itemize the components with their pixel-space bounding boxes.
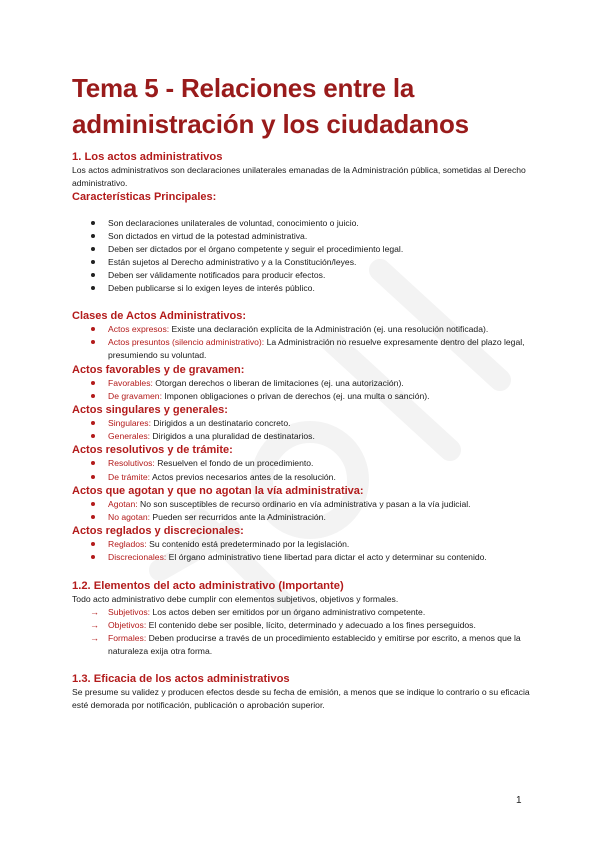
reglados-heading: Actos reglados y discrecionales:: [72, 525, 244, 538]
term-label: Favorables:: [108, 377, 153, 388]
list-item: Son declaraciones unilaterales de voluntad, conocimiento o juicio.: [72, 217, 534, 230]
reglados-list: [72, 538, 534, 564]
singulares-heading: Actos singulares y generales:: [72, 404, 228, 417]
list-item: Son dictados en virtud de la potestad administrativa.: [72, 230, 534, 243]
term-description: Resuelven el fondo de un procedimiento.: [154, 458, 314, 469]
section-1-3-text: Se presume su validez y producen efectos desde su fecha de emisión, a menos que se indique lo contrario o su eficacia esté demorada por notificación, publicación o aprobación superior.: [72, 687, 530, 711]
resolutivos-heading: Actos resolutivos y de trámite:: [72, 444, 233, 457]
list-item: [72, 430, 534, 443]
section-1-intro: Los actos administrativos son declaraciones unilaterales emanadas de la Administración pública, sometidas al Derecho administrativo.: [72, 165, 526, 188]
term-description: Su contenido está predeterminado por la legislación.: [146, 539, 350, 550]
arrow-icon: →: [90, 619, 99, 630]
list-item: [72, 511, 534, 524]
term-description: Los actos deben ser emitidos por un órgano administrativo competente.: [150, 606, 426, 617]
term-label: Reglados:: [108, 539, 147, 550]
term-label: No agotan:: [108, 512, 151, 523]
section-1-2-heading: 1.2. Elementos del acto administrativo (Importante): [72, 579, 344, 592]
favorables-heading: Actos favorables y de gravamen:: [72, 363, 245, 376]
term-description: El órgano administrativo tiene libertad para dictar el acto y determinar su contenido.: [166, 552, 487, 563]
term-label: Formales:: [108, 633, 147, 644]
term-description: Actos previos necesarios antes de la resolución.: [150, 471, 336, 482]
singulares-list: [72, 417, 534, 443]
term-description: Otorgan derechos o liberan de limitaciones (ej. una autorización).: [152, 377, 404, 388]
resolutivos-list: [72, 457, 534, 483]
list-item: [72, 336, 534, 362]
list-item: [72, 606, 534, 619]
list-item: [72, 498, 534, 511]
document-title: Tema 5 - Relaciones entre la administración y los ciudadanos: [72, 73, 469, 139]
caracteristicas-list: [72, 217, 534, 295]
term-description: Pueden ser recurridos ante la Administración.: [150, 512, 326, 523]
list-item: Están sujetos al Derecho administrativo y a la Constitución/leyes.: [72, 256, 534, 269]
document-content: [72, 70, 534, 712]
term-description: Dirigidos a un destinatario concreto.: [151, 418, 291, 429]
term-description: Dirigidos a una pluralidad de destinatarios.: [150, 431, 315, 442]
term-description: Deben producirse a través de un procedimiento establecido y emitirse por escrito, a menos que la naturaleza exija otra forma.: [108, 633, 521, 657]
term-label: De gravamen:: [108, 390, 162, 401]
arrow-icon: →: [90, 633, 99, 644]
list-item: Deben ser válidamente notificados para producir efectos.: [72, 269, 534, 282]
caracteristicas-heading: Características Principales:: [72, 191, 217, 203]
list-item: [72, 390, 534, 403]
term-label: Actos expresos:: [108, 324, 170, 334]
list-item: [72, 377, 534, 390]
term-label: Agotan:: [108, 498, 138, 509]
list-item: [72, 471, 534, 484]
list-item: Deben ser dictados por el órgano competente y seguir el procedimiento legal.: [72, 243, 534, 256]
clases-heading: Clases de Actos Administrativos:: [72, 310, 247, 322]
list-item: [72, 551, 534, 564]
list-item: [72, 457, 534, 470]
arrow-icon: →: [90, 606, 99, 617]
favorables-list: [72, 377, 534, 403]
term-label: Subjetivos:: [108, 606, 151, 617]
section-1-heading: 1. Los actos administrativos: [72, 151, 223, 163]
term-label: Generales:: [108, 431, 151, 442]
term-label: Singulares:: [108, 418, 151, 429]
term-description: No son susceptibles de recurso ordinario en vía administrativa y pasan a la vía judicial.: [137, 498, 471, 509]
clases-list: [72, 323, 534, 363]
list-item: [72, 619, 534, 632]
list-item: Deben publicarse si lo exigen leyes de interés público.: [72, 282, 534, 295]
term-description: Imponen obligaciones o privan de derechos (ej. una multa o sanción).: [161, 390, 430, 401]
term-description: La Administración no resuelve expresamente dentro del plazo legal, presumiendo su voluntad.: [108, 337, 525, 361]
term-label: Actos presuntos (silencio administrativo):: [108, 337, 265, 348]
term-label: De trámite:: [108, 471, 151, 482]
list-item: [72, 417, 534, 430]
term-description: Existe una declaración explícita de la Administración (ej. una resolución notificada).: [169, 324, 489, 334]
list-item: [72, 538, 534, 551]
term-label: Resolutivos:: [108, 458, 155, 469]
list-item: [72, 632, 534, 658]
term-label: Objetivos:: [108, 619, 147, 630]
list-item: [72, 323, 534, 336]
term-label: Discrecionales:: [108, 552, 167, 563]
elementos-list: [72, 606, 534, 659]
page-number: 1: [516, 795, 522, 806]
section-1-2-intro: Todo acto administrativo debe cumplir con elementos subjetivos, objetivos y formales.: [72, 593, 399, 604]
agotan-list: [72, 498, 534, 524]
section-1-3-heading: 1.3. Eficacia de los actos administrativos: [72, 673, 290, 686]
term-description: El contenido debe ser posible, lícito, determinado y adecuado a los fines perseguidos.: [146, 619, 476, 630]
agotan-heading: Actos que agotan y que no agotan la vía administrativa:: [72, 484, 364, 497]
